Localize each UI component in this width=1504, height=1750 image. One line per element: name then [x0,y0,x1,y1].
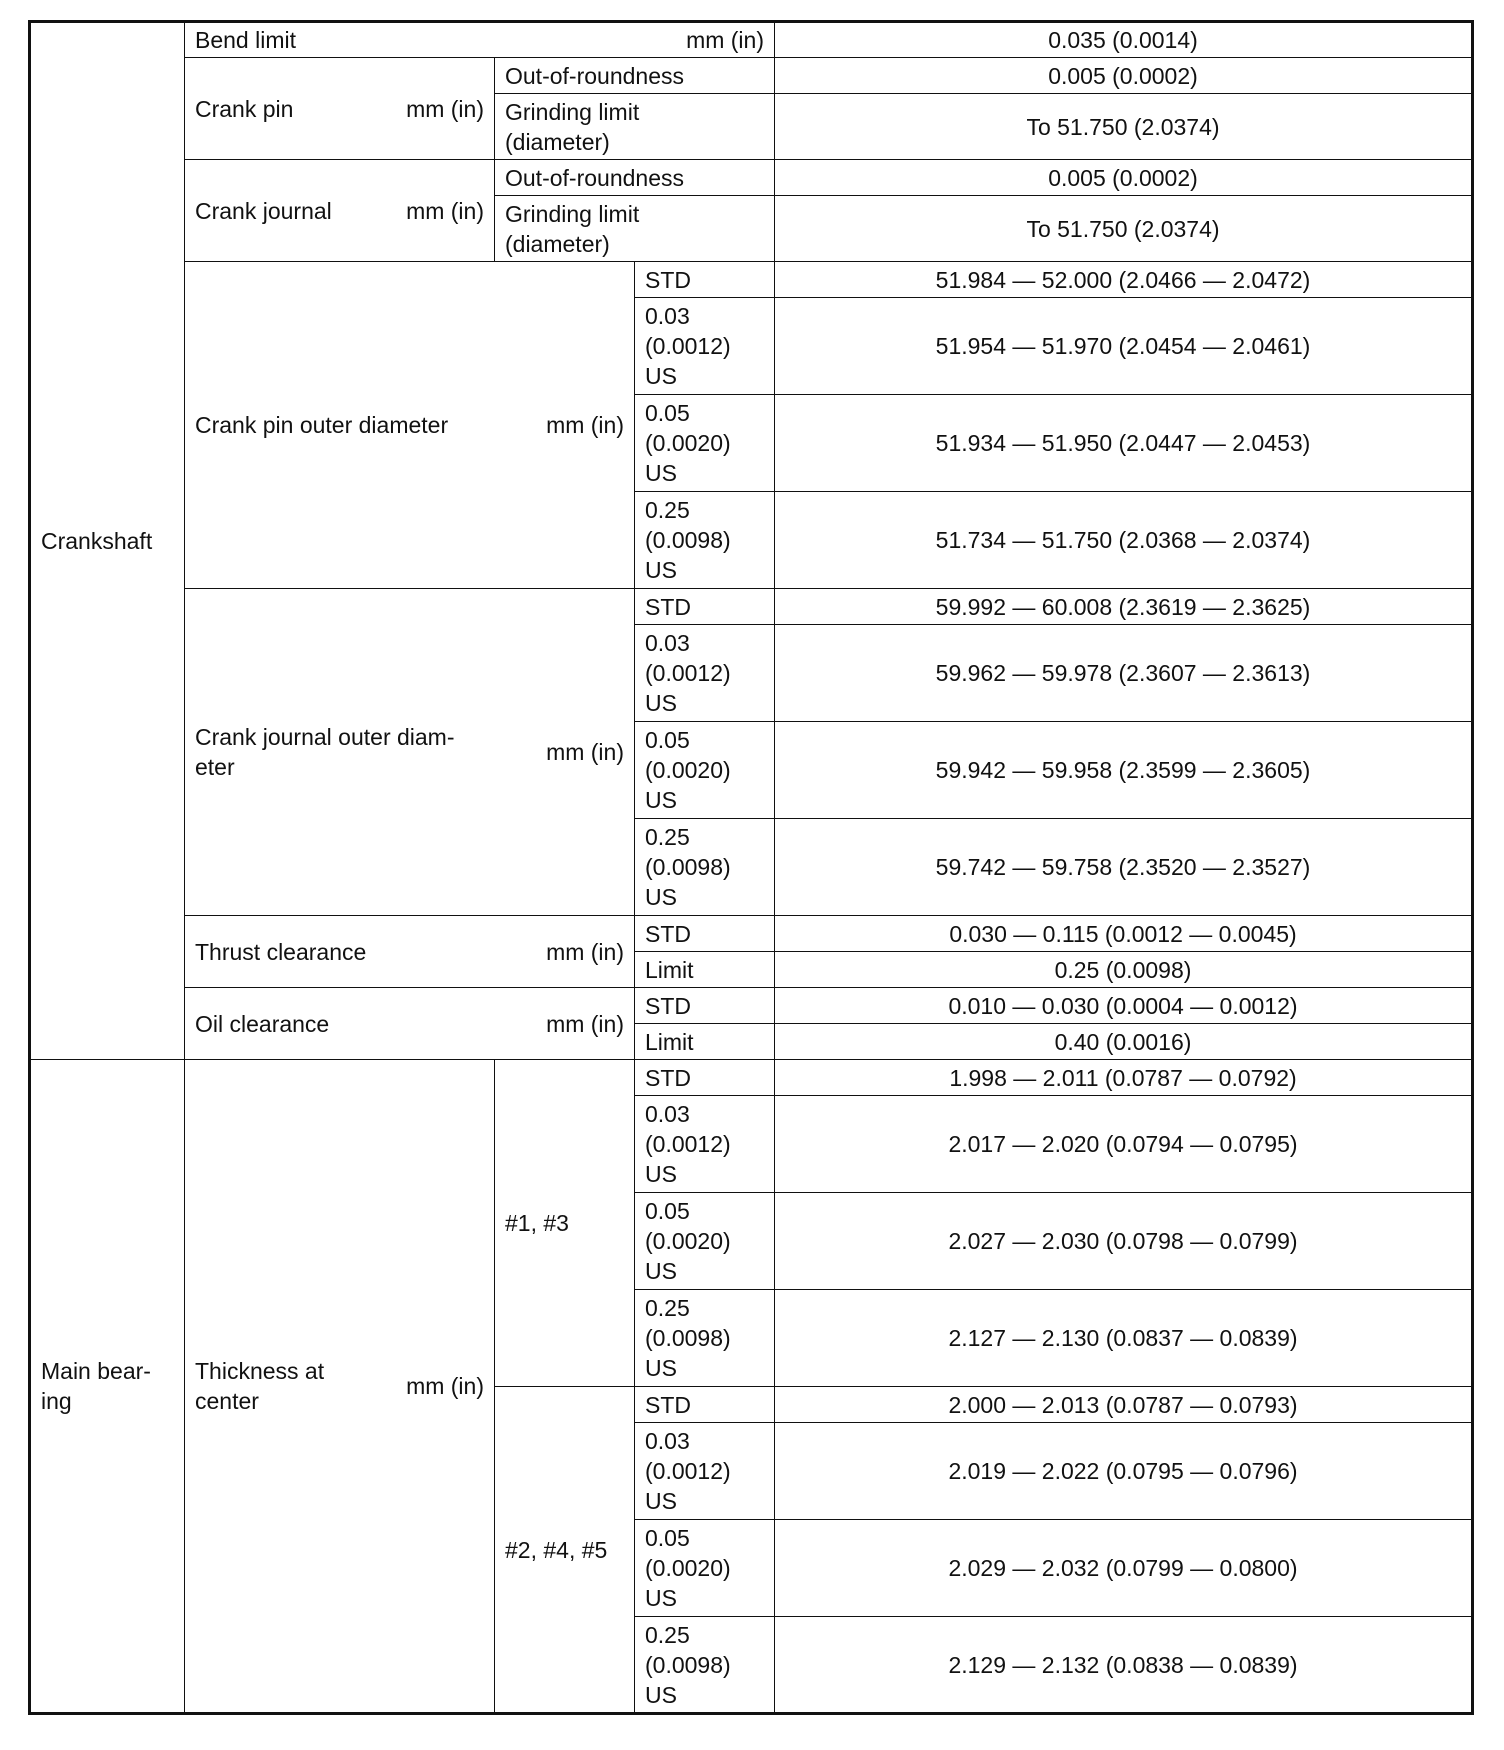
size-cell: STD [635,589,775,625]
crank-journal-out-of-roundness-label: Out-of-roundness [495,160,775,196]
table-row [30,160,1473,196]
size-cell: STD [635,1387,775,1423]
crank-journal-grinding-limit-label: Grinding limit (diameter) [495,196,775,262]
value-cell: 51.984 — 52.000 (2.0466 — 2.0472) [775,262,1473,298]
size-cell: 0.25 (0.0098) US [635,1617,775,1714]
table-row [30,22,1473,58]
group-label-main-bearing: Main bear- ing [30,1060,185,1714]
table-row [30,1060,1473,1096]
value-cell: 51.734 — 51.750 (2.0368 — 2.0374) [775,492,1473,589]
size-cell: Limit [635,1024,775,1060]
thickness-at-center-label-cell: Thickness at center mm (in) [185,1060,495,1714]
value-cell: 59.992 — 60.008 (2.3619 — 2.3625) [775,589,1473,625]
size-cell: 0.03 (0.0012) US [635,1423,775,1520]
oil-clearance-label-cell: Oil clearance mm (in) [185,988,635,1060]
crank-pin-label-cell: Crank pin mm (in) [185,58,495,160]
value-cell: 2.027 — 2.030 (0.0798 — 0.0799) [775,1193,1473,1290]
size-cell: STD [635,1060,775,1096]
value-cell: 2.000 — 2.013 (0.0787 — 0.0793) [775,1387,1473,1423]
size-cell: STD [635,988,775,1024]
crank-pin-grinding-limit-label: Grinding limit (diameter) [495,94,775,160]
size-cell: 0.25 (0.0098) US [635,492,775,589]
size-cell: 0.03 (0.0012) US [635,625,775,722]
bearing-group-2-4-5-label: #2, #4, #5 [495,1387,635,1714]
group-label-crankshaft: Crankshaft [30,22,185,1060]
crank-pin-od-label-cell: Crank pin outer diameter mm (in) [185,262,635,589]
size-cell: 0.05 (0.0020) US [635,1520,775,1617]
bearing-group-1-3-label: #1, #3 [495,1060,635,1387]
value-cell: 2.127 — 2.130 (0.0837 — 0.0839) [775,1290,1473,1387]
value-cell: 59.742 — 59.758 (2.3520 — 2.3527) [775,819,1473,916]
value-cell: 2.019 — 2.022 (0.0795 — 0.0796) [775,1423,1473,1520]
crank-pin-out-of-roundness-label: Out-of-roundness [495,58,775,94]
value-cell: 51.954 — 51.970 (2.0454 — 2.0461) [775,298,1473,395]
size-cell: 0.03 (0.0012) US [635,1096,775,1193]
value-cell: 1.998 — 2.011 (0.0787 — 0.0792) [775,1060,1473,1096]
thrust-clearance-label-cell: Thrust clearance mm (in) [185,916,635,988]
size-cell: 0.05 (0.0020) US [635,395,775,492]
table-row [30,988,1473,1024]
size-cell: 0.05 (0.0020) US [635,1193,775,1290]
value-cell: 2.017 — 2.020 (0.0794 — 0.0795) [775,1096,1473,1193]
crank-journal-label-cell: Crank journal mm (in) [185,160,495,262]
value-cell: 0.010 — 0.030 (0.0004 — 0.0012) [775,988,1473,1024]
value-cell: 2.029 — 2.032 (0.0799 — 0.0800) [775,1520,1473,1617]
table-row [30,262,1473,298]
bend-limit-value: 0.035 (0.0014) [775,22,1473,58]
value-cell: 51.934 — 51.950 (2.0447 — 2.0453) [775,395,1473,492]
crank-journal-grinding-limit-value: To 51.750 (2.0374) [775,196,1473,262]
value-cell: 59.962 — 59.978 (2.3607 — 2.3613) [775,625,1473,722]
size-cell: Limit [635,952,775,988]
crank-journal-od-label-cell: Crank journal outer diam- eter mm (in) [185,589,635,916]
size-cell: 0.25 (0.0098) US [635,1290,775,1387]
bend-limit-label-cell: Bend limit mm (in) [185,22,775,58]
crank-pin-out-of-roundness-value: 0.005 (0.0002) [775,58,1473,94]
size-cell: 0.03 (0.0012) US [635,298,775,395]
size-cell: 0.25 (0.0098) US [635,819,775,916]
crank-pin-grinding-limit-value: To 51.750 (2.0374) [775,94,1473,160]
value-cell: 0.030 — 0.115 (0.0012 — 0.0045) [775,916,1473,952]
crank-journal-out-of-roundness-value: 0.005 (0.0002) [775,160,1473,196]
value-cell: 0.40 (0.0016) [775,1024,1473,1060]
value-cell: 2.129 — 2.132 (0.0838 — 0.0839) [775,1617,1473,1714]
size-cell: STD [635,262,775,298]
spec-table [28,20,1474,1715]
size-cell: STD [635,916,775,952]
value-cell: 0.25 (0.0098) [775,952,1473,988]
table-row [30,589,1473,625]
value-cell: 59.942 — 59.958 (2.3599 — 2.3605) [775,722,1473,819]
table-row [30,916,1473,952]
table-row [30,58,1473,94]
size-cell: 0.05 (0.0020) US [635,722,775,819]
